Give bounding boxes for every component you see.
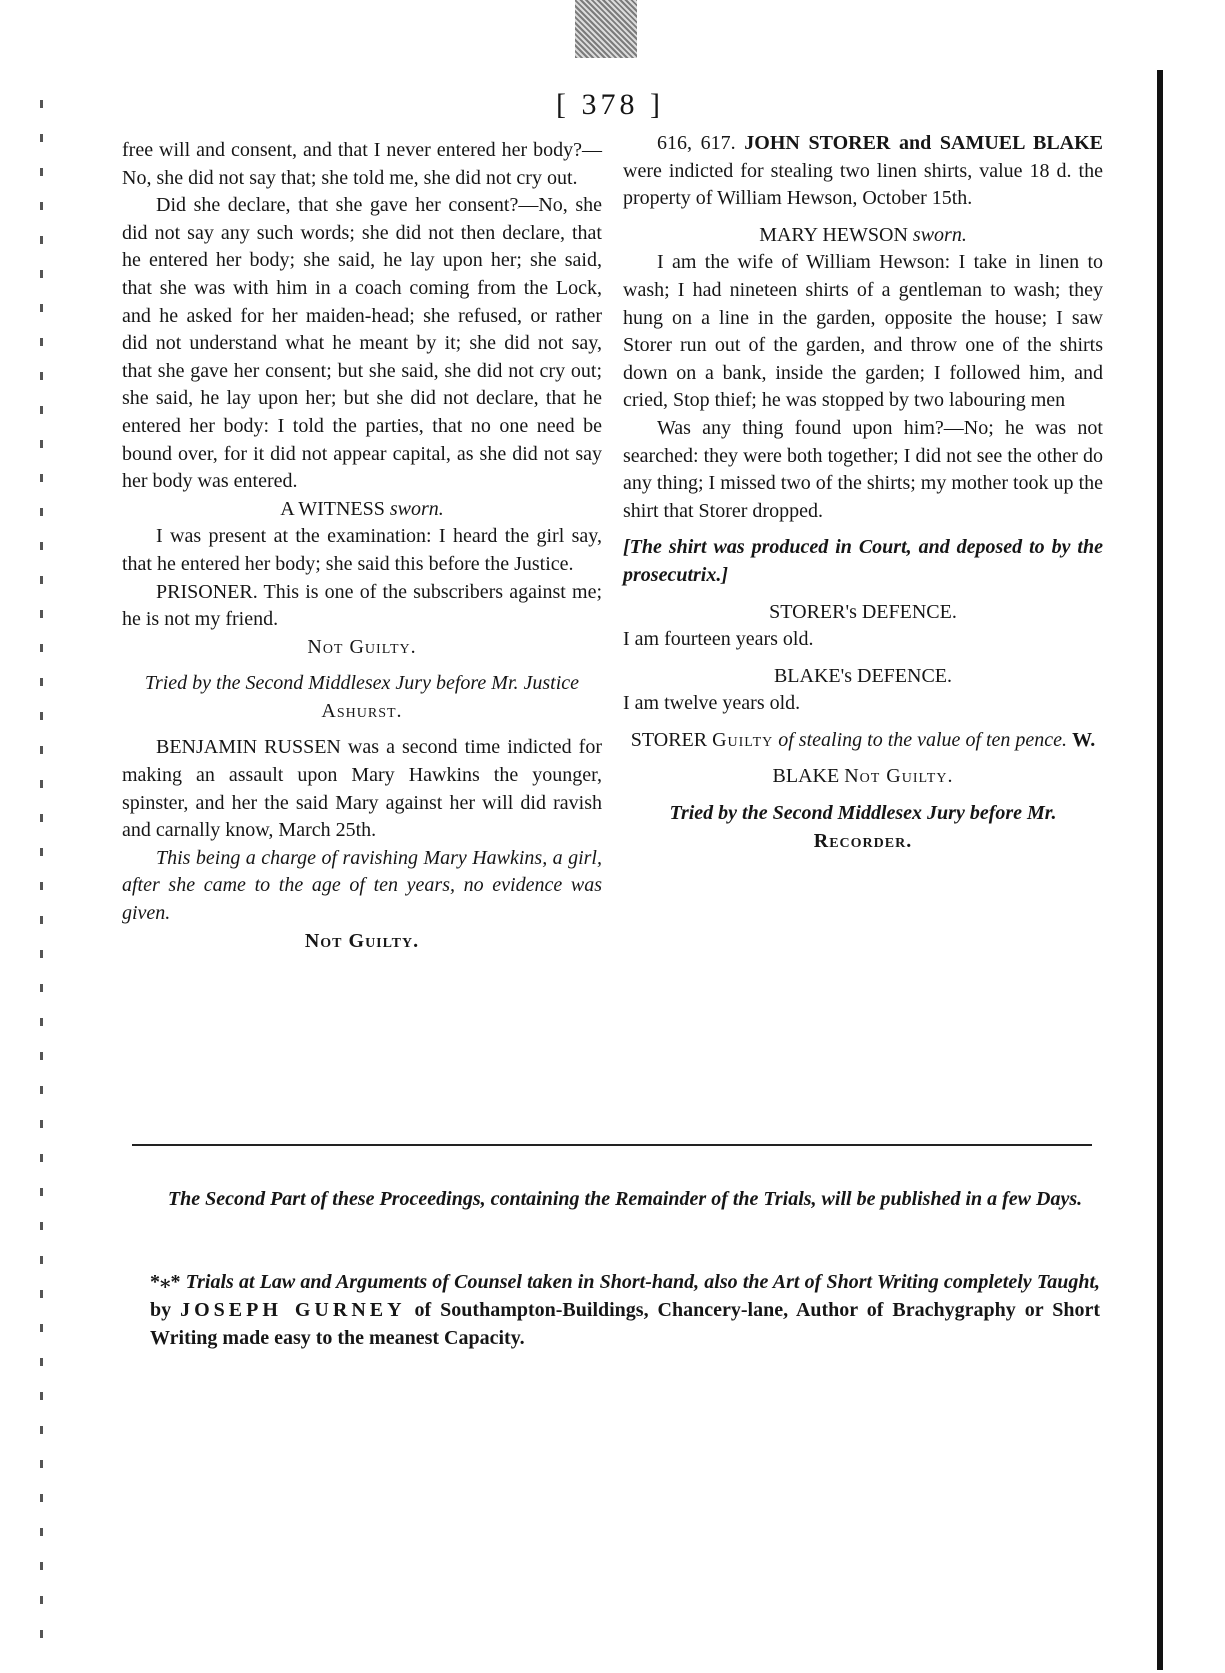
verdict: Not Guilty. — [307, 635, 417, 658]
prisoner-statement — [122, 579, 602, 634]
case-title: JOHN STORER and SAMUEL BLAKE — [744, 132, 1104, 154]
prisoner-text: This is one of the subscribers against me; he is not my friend. — [122, 580, 602, 631]
sworn-label: sworn. — [389, 497, 444, 520]
margin-rule — [1157, 70, 1163, 1670]
paragraph: I am the wife of William Hewson: I take in linen to wash; I had nineteen shirts of a gentleman to wash; they hung on a line in the garden, opposite the house; I saw Storer run out of the garden, and throw one of the shirts down on a bank, inside the garden; I followed him, and cried, Stop thief; he was stopped by two labouring men — [623, 251, 1103, 412]
case-text: were indicted for stealing two linen shirts, value 18 d. the property of William Hewson, October 15th. — [623, 159, 1103, 210]
paragraph: I was present at the examination: I heard the girl say, that he entered her body; she said this before the Justice. — [122, 525, 602, 575]
defence-heading: STORER's DEFENCE. — [769, 600, 957, 623]
advert-rest: of Southampton-Buildings, Chancery-lane, Author of Brachygraphy or Short Writing made easy to the meanest Capacity. — [150, 1299, 1101, 1349]
tried-by — [623, 800, 1103, 855]
defendant-name: BLAKE — [772, 765, 840, 788]
tried-by-text: Tried by the Second Middlesex Jury before Mr. Justice — [144, 672, 580, 695]
sworn-label: sworn. — [912, 223, 967, 246]
tried-by — [122, 670, 602, 725]
paragraph: Did she declare, that she gave her consent?—No, she did not say any such words; she did not then declare, that he entered her body; she said, he lay upon her; she said, that she was with him in a coach coming from the Lock, and he asked for her maiden-head; she refused, or rather did not understand what he meant by it; she did not say, that she gave her consent; but she said, she did not cry out; she said, he lay upon her; but she did not declare, that he entered her body: I told the parties, that no one need be bound over, for it did not appear capital, as she did not say her body was entered. — [122, 194, 602, 493]
defendant-name: STORER — [630, 728, 708, 751]
defence-text: I am fourteen years old. — [623, 628, 814, 651]
court-note: [The shirt was produced in Court, and deposed to by the prosecutrix.] — [623, 536, 1103, 586]
verdict: Not Guilty. — [304, 929, 420, 952]
asterism-icon: *⁎* — [150, 1271, 181, 1293]
defence-text: I am twelve years old. — [623, 692, 801, 715]
right-column — [623, 130, 1103, 855]
judge-name: Ashurst. — [321, 699, 403, 722]
page-number: [ 378 ] — [556, 88, 664, 121]
library-stamp-icon — [575, 0, 637, 58]
verdict-text: of stealing to the value of ten pence. — [778, 728, 1068, 751]
judge-name: Recorder. — [813, 829, 913, 852]
left-column — [122, 137, 602, 955]
witness-name: A WITNESS — [280, 497, 385, 520]
witness-heading — [623, 222, 1103, 250]
binding-edge — [40, 100, 43, 1660]
case-number: 616, 617. — [657, 132, 736, 154]
section-divider — [132, 1144, 1092, 1146]
verdict-blake — [623, 763, 1103, 791]
witness-name: MARY HEWSON — [759, 223, 908, 246]
publication-notice: The Second Part of these Proceedings, containing the Remainder of the Trials, will be published in a few Days. — [167, 1188, 1083, 1210]
verdict-storer — [623, 727, 1103, 755]
sentence-mark: W. — [1072, 728, 1096, 751]
advert-by: by — [150, 1299, 172, 1321]
tried-by-text: Tried by the Second Middlesex Jury before Mr. — [669, 802, 1057, 825]
case-heading — [623, 130, 1103, 213]
verdict-word: Not Guilty. — [844, 765, 954, 788]
paragraph: This being a charge of ravishing Mary Hawkins, a girl, after she came to the age of ten years, no evidence was given. — [122, 846, 602, 925]
verdict-word: Guilty — [712, 728, 774, 751]
defence-heading: BLAKE's DEFENCE. — [773, 664, 953, 687]
advertisement — [150, 1268, 1100, 1352]
paragraph: BENJAMIN RUSSEN was a second time indicted for making an assault upon Mary Hawkins the younger, spinster, and her the said Mary against her will did ravish and carnally know, March 25th. — [122, 736, 602, 842]
prisoner-label: PRISONER. — [156, 580, 258, 603]
paragraph: Was any thing found upon him?—No; he was not searched: they were both together; I did not see the other do any thing; I missed two of the shirts; my mother took up the shirt that Storer dropped. — [623, 416, 1103, 522]
advert-lead: Trials at Law and Arguments of Counsel taken in Short-hand, also the Art of Short Writing completely Taught, — [185, 1271, 1100, 1293]
witness-heading — [122, 496, 602, 524]
paragraph: free will and consent, and that I never entered her body?—No, she did not say that; she told me, she did not cry out. — [122, 139, 602, 189]
advert-name: JOSEPH GURNEY — [180, 1299, 406, 1321]
